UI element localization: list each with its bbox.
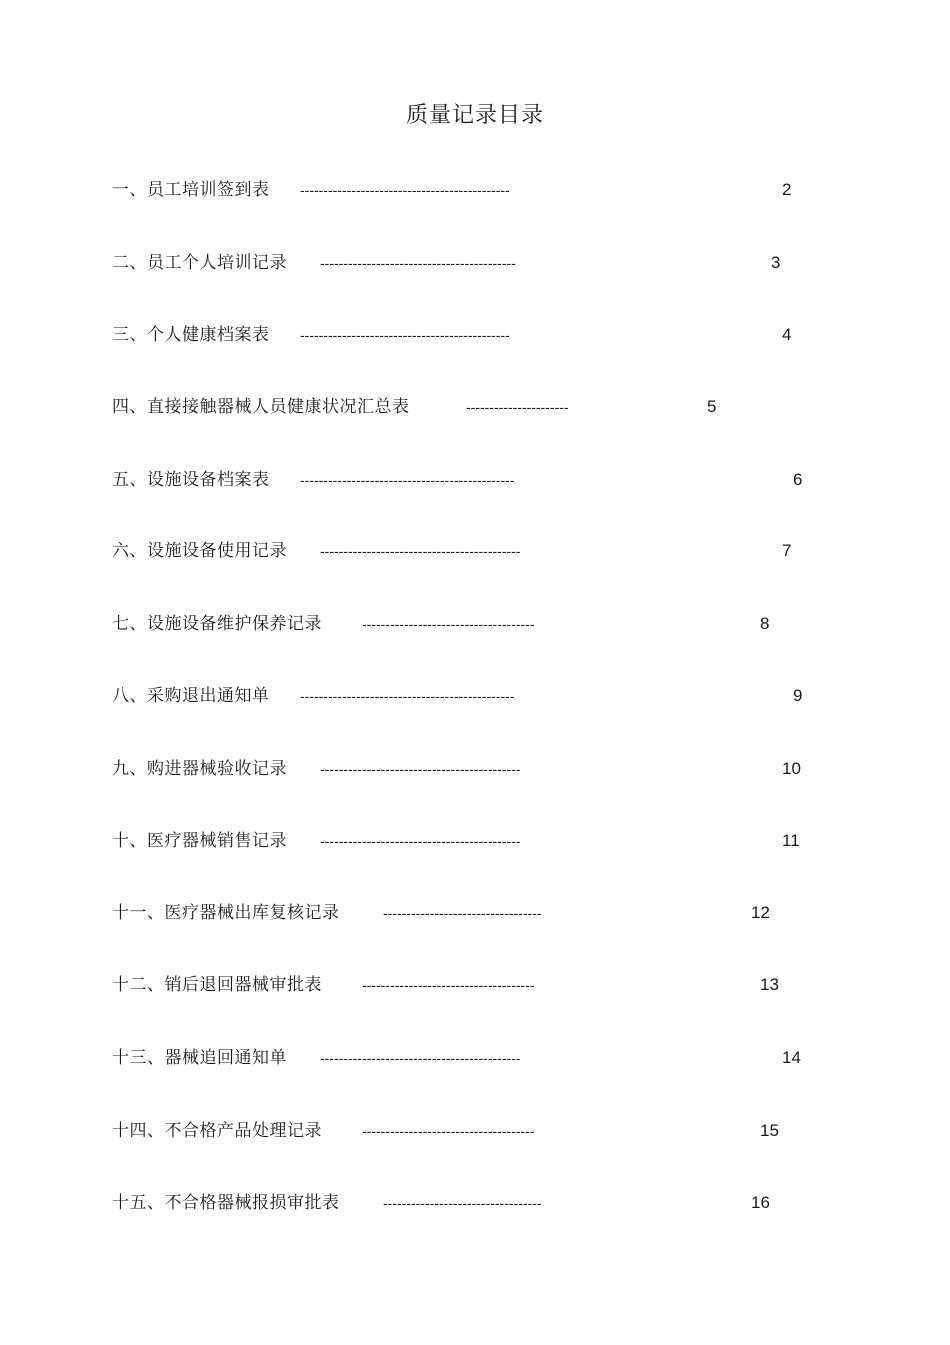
toc-entry-page: 4 — [782, 325, 792, 344]
toc-entry-label: 十五、不合格器械报损审批表 — [112, 1193, 340, 1213]
toc-entry-leader: ------------------------------------------- — [320, 1050, 521, 1066]
toc-entry-page: 6 — [793, 470, 803, 489]
toc-entry-11[interactable] — [0, 898, 950, 928]
toc-entry-label: 九、购进器械验收记录 — [112, 759, 287, 779]
toc-entry-page: 3 — [771, 253, 781, 272]
page-title: 质量记录目录 — [405, 103, 544, 128]
toc-entry-page: 5 — [707, 397, 717, 416]
toc-entry-15[interactable] — [0, 1188, 950, 1218]
toc-entry-leader: --------------------------------------------- — [300, 182, 510, 198]
toc-entry-page: 15 — [760, 1121, 779, 1140]
toc-entry-leader: ------------------------------------------- — [320, 833, 521, 849]
toc-entry-leader: ------------------------------------------- — [320, 543, 521, 559]
toc-entry-label: 三、个人健康档案表 — [112, 325, 270, 345]
toc-entry-page: 10 — [782, 759, 801, 778]
toc-entry-label: 六、设施设备使用记录 — [112, 541, 287, 561]
toc-entry-page: 8 — [760, 614, 770, 633]
toc-entry-label: 四、直接接触器械人员健康状况汇总表 — [112, 397, 410, 417]
toc-entry-14[interactable] — [0, 1116, 950, 1146]
toc-entry-4[interactable] — [0, 392, 950, 422]
toc-entry-10[interactable] — [0, 826, 950, 856]
toc-entry-5[interactable] — [0, 465, 950, 495]
toc-entry-2[interactable] — [0, 248, 950, 278]
toc-entry-page: 16 — [751, 1193, 770, 1212]
toc-entry-label: 十、医疗器械销售记录 — [112, 831, 287, 851]
toc-entry-leader: ---------------------------------------------- — [300, 472, 515, 488]
toc-entry-label: 二、员工个人培训记录 — [112, 253, 287, 273]
toc-entry-page: 13 — [760, 975, 779, 994]
toc-entry-leader: ---------------------------------------------- — [300, 688, 515, 704]
toc-entry-label: 十三、器械追回通知单 — [112, 1048, 287, 1068]
toc-entry-label: 十二、销后退回器械审批表 — [112, 975, 322, 995]
toc-entry-leader: ------------------------------------- — [362, 616, 535, 632]
toc-entry-7[interactable] — [0, 609, 950, 639]
toc-entry-leader: ---------------------------------- — [383, 1195, 542, 1211]
toc-entry-label: 十一、医疗器械出库复核记录 — [112, 903, 340, 923]
toc-entry-label: 一、员工培训签到表 — [112, 180, 270, 200]
toc-entry-page: 14 — [782, 1048, 801, 1067]
toc-entry-label: 七、设施设备维护保养记录 — [112, 614, 322, 634]
toc-entry-9[interactable] — [0, 754, 950, 784]
toc-entry-13[interactable] — [0, 1043, 950, 1073]
toc-entry-leader: ------------------------------------------- — [320, 761, 521, 777]
toc-entry-page: 9 — [793, 686, 803, 705]
toc-entry-page: 7 — [782, 541, 792, 560]
toc-entry-1[interactable] — [0, 175, 950, 205]
toc-entry-12[interactable] — [0, 970, 950, 1000]
toc-entry-leader: ---------------------- — [466, 399, 569, 415]
toc-entry-page: 12 — [751, 903, 770, 922]
toc-entry-leader: ---------------------------------- — [383, 905, 542, 921]
toc-entry-leader: ------------------------------------------ — [320, 255, 516, 271]
toc-entry-6[interactable] — [0, 536, 950, 566]
toc-entry-leader: ------------------------------------- — [362, 977, 535, 993]
toc-entry-leader: ------------------------------------- — [362, 1123, 535, 1139]
toc-entry-label: 八、采购退出通知单 — [112, 686, 270, 706]
toc-entry-leader: --------------------------------------------- — [300, 327, 510, 343]
toc-entry-label: 十四、不合格产品处理记录 — [112, 1121, 322, 1141]
toc-entry-3[interactable] — [0, 320, 950, 350]
toc-entry-8[interactable] — [0, 681, 950, 711]
toc-entry-page: 11 — [782, 831, 800, 850]
toc-entry-label: 五、设施设备档案表 — [112, 470, 270, 490]
toc-entry-page: 2 — [782, 180, 792, 199]
